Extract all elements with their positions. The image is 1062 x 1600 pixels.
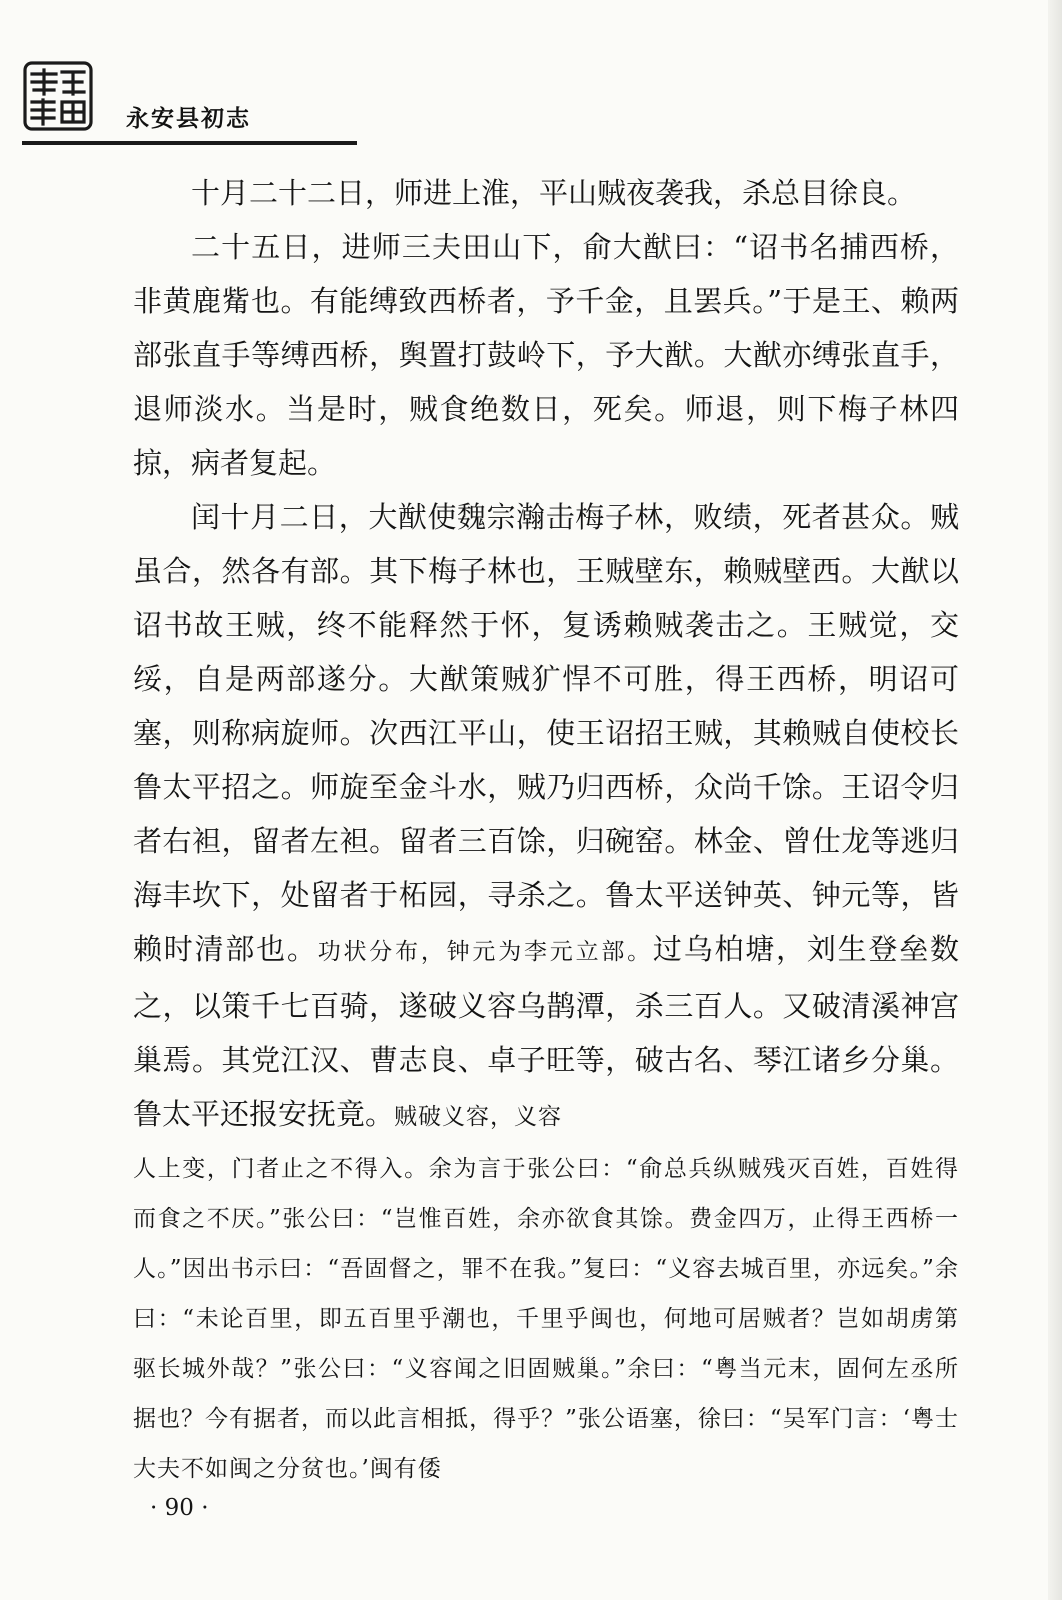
- paragraph-1: 十月二十二日，师进上淮，平山贼夜袭我，杀总目徐良。: [191, 176, 917, 210]
- page-edge: [1048, 0, 1062, 1600]
- annotation-1: 功状分布，钟元为李元立部。: [317, 939, 653, 965]
- annotation-2-block: 人上变，门者止之不得入。余为言于张公曰：“俞总兵纵贼残灭百姓，百姓得而食之不厌。”张公曰：“岂惟百姓，余亦欲食其馀。费金四万，止得王西桥一人。”因出书示曰：“吾固督之，罪不在我。”复曰：“义容去城百里，亦远矣。”余曰：“未论百里，即五百里乎潮也，千里乎闽也，何地可居贼者？岂如胡虏第驱长城外哉？”张公曰：“义容闻之旧固贼巢。”余曰：“粤当元末，固何左丞所据也？今有据者，而以此言相抵，得乎？”张公语塞，徐曰：“吴军门言：‘粤士大夫不如闽之分贫也。’闽有倭: [133, 1156, 959, 1482]
- header-rule: [22, 141, 357, 145]
- paragraph-3: [133, 490, 959, 1144]
- paragraph-2: 二十五日，进师三夫田山下，俞大猷曰：“诏书名捕西桥，非黄鹿觜也。有能缚致西桥者，予千金，且罢兵。”于是王、赖两部张直手等缚西桥，舆置打鼓岭下，予大猷。大猷亦缚张直手，退师淡水。当是时，贼食绝数日，死矣。师退，则下梅子林四掠，病者复起。: [133, 230, 959, 480]
- annotation-2-start: 贼破义容，义容: [394, 1104, 563, 1130]
- paragraph-3-main: 闰十月二日，大猷使魏宗瀚击梅子林，败绩，死者甚众。贼虽合，然各有部。其下梅子林也，王贼壁东，赖贼壁西。大猷以诏书故王贼，终不能释然于怀，复诱赖贼袭击之。王贼觉，交绥，自是两部遂分。大猷策贼犷悍不可胜，得王西桥，明诏可塞，则称病旋师。次西江平山，使王诏招王贼，其赖贼自使校长鲁太平招之。师旋至金斗水，贼乃归西桥，众尚千馀。王诏令归者右袒，留者左袒。留者三百馀，归碗窑。林金、曾仕龙等逃归海丰坎下，处留者于柘园，寻杀之。鲁太平送钟英、钟元等，皆赖时清部也。: [133, 500, 959, 966]
- running-title: 永安县初志: [126, 106, 251, 132]
- body-text: [133, 166, 959, 1494]
- seal-logo: [22, 60, 94, 132]
- paragraph-3-continued: 过乌柏塘，刘生登垒数之，以策千七百骑，遂破义容乌鹊潭，杀三百人。又破清溪神宫巢焉。其党江汉、曹志良、卓子旺等，破古名、琴江诸乡分巢。鲁太平还报安抚竟。: [133, 932, 959, 1131]
- page-number: · 90 ·: [150, 1495, 209, 1521]
